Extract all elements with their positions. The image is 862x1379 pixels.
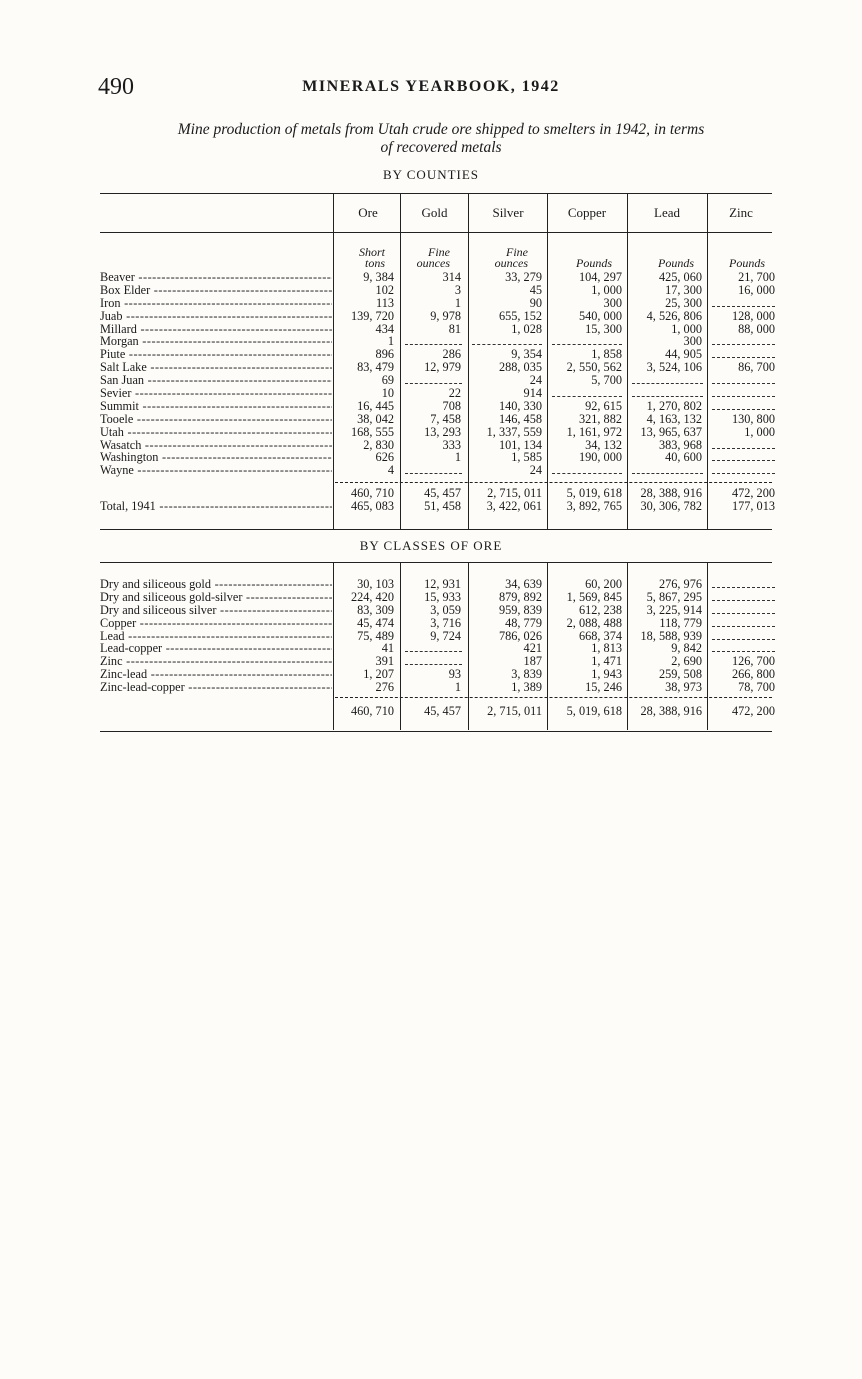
table-cell: 1, 161, 972 [566, 424, 622, 439]
table-row [100, 284, 776, 297]
table-row [100, 297, 776, 310]
unit-zinc: Pounds [729, 256, 765, 270]
table-cell: 83, 479 [357, 360, 394, 375]
row-label: Total, 1941 ----- [100, 500, 332, 513]
table-cell: 140, 330 [498, 398, 542, 413]
table-row [100, 617, 776, 630]
table-cell: 128, 000 [731, 308, 775, 323]
table-cell: 472, 200 [731, 704, 775, 718]
row-label: Zinc-lead-copper ----- [100, 681, 332, 694]
classes-top-rule [100, 562, 772, 563]
unit-lead: Pounds [658, 256, 694, 270]
table-cell: 276, 976 [658, 577, 702, 591]
table-cell: 472, 200 [731, 486, 775, 500]
empty-cell-dash [712, 600, 775, 601]
table-cell: 101, 134 [498, 437, 542, 452]
empty-cell-dash [712, 460, 775, 461]
table-cell: 4, 163, 132 [646, 411, 702, 426]
table-cell: 383, 968 [658, 437, 702, 452]
table-cell: 38, 042 [357, 411, 394, 426]
section-title-classes: BY CLASSES OF ORE [359, 538, 503, 553]
table-cell: 896 [375, 347, 394, 362]
table-cell: 266, 800 [731, 667, 775, 682]
table-cell: 146, 458 [498, 411, 542, 426]
table-cell: 1, 270, 802 [646, 398, 702, 413]
table-cell: 333 [442, 437, 461, 452]
empty-cell-dash [405, 383, 462, 384]
table-cell: 168, 555 [350, 424, 394, 439]
table-cell: 30, 103 [357, 577, 394, 591]
empty-cell-dash [712, 344, 775, 345]
table-row [100, 591, 776, 604]
table-caption [96, 121, 786, 157]
table-cell: 914 [523, 386, 542, 401]
table-cell: 22 [448, 386, 461, 401]
table-cell: 21, 700 [738, 270, 775, 284]
table-cell: 1 [387, 334, 394, 349]
table-cell: 7, 458 [430, 411, 461, 426]
table-cell: 1, 000 [591, 282, 622, 297]
table-cell: 34, 132 [585, 437, 622, 452]
table-cell: 3, 422, 061 [486, 498, 542, 513]
table-cell: 465, 083 [350, 498, 394, 513]
unit-gold [400, 247, 450, 269]
counties-totals [100, 487, 776, 513]
table-cell: 2, 830 [363, 437, 394, 452]
table-cell: 300 [683, 334, 702, 349]
table-cell: 33, 279 [505, 270, 542, 284]
table-cell: 300 [603, 295, 622, 310]
table-cell: 434 [375, 321, 394, 336]
empty-cell-dash [632, 396, 703, 397]
table-bottom-rule [100, 731, 772, 732]
table-cell: 3, 524, 106 [646, 360, 702, 375]
table-cell: 25, 300 [665, 295, 702, 310]
empty-cell-dash [712, 651, 775, 652]
row-label: Lead-copper ----- [100, 642, 332, 655]
empty-cell-dash [405, 664, 462, 665]
table-cell: 5, 019, 618 [566, 486, 622, 500]
section-separator-rule [100, 529, 772, 530]
table-cell: 3, 839 [511, 667, 542, 682]
table-cell: 5, 019, 618 [566, 704, 622, 718]
classes-subtotal-rule [335, 697, 772, 698]
table-cell: 187 [523, 654, 542, 669]
table-cell: 276 [375, 680, 394, 695]
empty-cell-dash [712, 409, 775, 410]
table-row [100, 705, 776, 718]
table-cell: 104, 297 [578, 270, 622, 284]
table-cell: 93 [448, 667, 461, 682]
empty-cell-dash [552, 396, 622, 397]
table-cell: 959, 839 [498, 602, 542, 617]
empty-cell-dash [712, 626, 775, 627]
table-cell: 130, 800 [731, 411, 775, 426]
row-label: Dry and siliceous silver ----- [100, 604, 332, 617]
empty-cell-dash [405, 651, 462, 652]
table-cell: 708 [442, 398, 461, 413]
counties-table [100, 271, 776, 477]
empty-cell-dash [712, 613, 775, 614]
section-title-counties: BY COUNTIES [382, 167, 480, 182]
table-cell: 38, 973 [665, 680, 702, 695]
table-row [100, 500, 776, 513]
row-label: San Juan ----- [100, 374, 332, 387]
table-cell: 612, 238 [578, 602, 622, 617]
empty-cell-dash [552, 473, 622, 474]
table-cell: 314 [442, 270, 461, 284]
table-cell: 3 [454, 282, 461, 297]
table-cell: 9, 724 [430, 628, 461, 643]
table-cell: 1 [454, 450, 461, 465]
row-label: Utah ----- [100, 426, 332, 439]
table-row [100, 451, 776, 464]
empty-cell-dash [712, 448, 775, 449]
table-cell: 15, 933 [424, 589, 461, 604]
empty-cell-dash [712, 639, 775, 640]
table-row [100, 387, 776, 400]
table-cell: 92, 615 [585, 398, 622, 413]
table-cell: 45, 474 [357, 615, 394, 630]
table-cell: 421 [523, 641, 542, 656]
table-cell: 34, 639 [505, 577, 542, 591]
table-cell: 45, 457 [424, 486, 461, 500]
table-cell: 30, 306, 782 [640, 498, 702, 513]
table-row [100, 681, 776, 694]
classes-table [100, 578, 776, 694]
table-row [100, 323, 776, 336]
row-label: Beaver ----- [100, 271, 332, 284]
row-label: Morgan ----- [100, 335, 332, 348]
table-row [100, 361, 776, 374]
table-row [100, 374, 776, 387]
row-label: Sevier ----- [100, 387, 332, 400]
table-cell: 75, 489 [357, 628, 394, 643]
table-cell: 48, 779 [505, 615, 542, 630]
row-label: Wasatch ----- [100, 439, 332, 452]
unit-ore-line2: tons [364, 256, 385, 270]
table-cell: 126, 700 [731, 654, 775, 669]
table-cell: 90 [529, 295, 542, 310]
unit-ore-line1: Short [358, 245, 385, 259]
table-cell: 12, 979 [424, 360, 461, 375]
column-header-ore: Ore [358, 205, 378, 220]
table-cell: 9, 978 [430, 308, 461, 323]
counties-subtotal-rule [335, 482, 772, 483]
table-cell: 1, 943 [591, 667, 622, 682]
table-cell: 321, 882 [578, 411, 622, 426]
table-cell: 86, 700 [738, 360, 775, 375]
unit-copper: Pounds [576, 256, 612, 270]
table-cell: 786, 026 [498, 628, 542, 643]
unit-ore [330, 247, 385, 269]
column-header-copper: Copper [567, 205, 607, 220]
table-cell: 460, 710 [350, 486, 394, 500]
header-top-rule [100, 193, 772, 194]
table-cell: 4 [387, 463, 394, 478]
table-cell: 1, 858 [591, 347, 622, 362]
table-cell: 9, 384 [363, 270, 394, 284]
row-label: Salt Lake ----- [100, 361, 332, 374]
empty-cell-dash [712, 396, 775, 397]
header-bottom-rule [100, 232, 772, 233]
table-cell: 5, 700 [591, 373, 622, 388]
table-cell: 16, 000 [738, 282, 775, 297]
table-row [100, 310, 776, 323]
row-label: Lead ----- [100, 630, 332, 643]
empty-cell-dash [712, 587, 775, 588]
unit-gold-line2: ounces [416, 256, 450, 270]
empty-cell-dash [632, 383, 703, 384]
table-cell: 288, 035 [498, 360, 542, 375]
table-cell: 40, 600 [665, 450, 702, 465]
empty-cell-dash [712, 306, 775, 307]
unit-silver-line1: Fine [506, 245, 528, 259]
page-number: 490 [98, 74, 134, 100]
row-label: Tooele ----- [100, 413, 332, 426]
empty-cell-dash [405, 473, 462, 474]
table-cell: 1, 813 [591, 641, 622, 656]
table-cell: 2, 715, 011 [487, 486, 542, 500]
table-cell: 81 [448, 321, 461, 336]
empty-cell-dash [712, 473, 775, 474]
table-cell: 24 [529, 373, 542, 388]
empty-cell-dash [405, 344, 462, 345]
column-header-silver: Silver [492, 205, 524, 220]
table-cell: 18, 588, 939 [640, 628, 702, 643]
table-cell: 668, 374 [578, 628, 622, 643]
table-cell: 1, 207 [363, 667, 394, 682]
caption-line-2: of recovered metals [380, 139, 502, 156]
table-cell: 78, 700 [738, 680, 775, 695]
table-cell: 259, 508 [658, 667, 702, 682]
table-cell: 45 [529, 282, 542, 297]
table-cell: 83, 309 [357, 602, 394, 617]
empty-cell-dash [712, 383, 775, 384]
column-header-gold: Gold [421, 205, 448, 220]
table-row [100, 400, 776, 413]
table-cell: 5, 867, 295 [646, 589, 702, 604]
table-row [100, 271, 776, 284]
table-cell: 28, 388, 916 [640, 486, 702, 500]
table-cell: 1 [454, 295, 461, 310]
table-cell: 3, 716 [430, 615, 461, 630]
row-label: Dry and siliceous gold-silver ----- [100, 591, 332, 604]
table-cell: 13, 293 [424, 424, 461, 439]
table-cell: 15, 300 [585, 321, 622, 336]
table-cell: 2, 715, 011 [487, 704, 542, 718]
row-label: Dry and siliceous gold ----- [100, 578, 332, 591]
row-label: Zinc-lead ----- [100, 668, 332, 681]
table-cell: 391 [375, 654, 394, 669]
table-cell: 28, 388, 916 [640, 704, 702, 718]
table-cell: 10 [381, 386, 394, 401]
classes-totals [100, 705, 776, 718]
row-label: Millard ----- [100, 323, 332, 336]
table-cell: 2, 088, 488 [566, 615, 622, 630]
caption-line-1: Mine production of metals from Utah crude ore shipped to smelters in 1942, in terms [177, 121, 705, 138]
column-header-lead: Lead [654, 205, 680, 220]
row-label: Piute ----- [100, 348, 332, 361]
table-cell: 12, 931 [424, 577, 461, 591]
table-cell: 16, 445 [357, 398, 394, 413]
table-cell: 425, 060 [658, 270, 702, 284]
table-cell: 9, 842 [671, 641, 702, 656]
table-cell: 1, 471 [591, 654, 622, 669]
table-row [100, 578, 776, 591]
table-cell: 1, 000 [671, 321, 702, 336]
row-label: Copper ----- [100, 617, 332, 630]
table-cell: 69 [381, 373, 394, 388]
table-cell: 1, 028 [511, 321, 542, 336]
running-head: MINERALS YEARBOOK, 1942 [302, 78, 560, 95]
table-row [100, 487, 776, 500]
table-cell: 3, 225, 914 [646, 602, 702, 617]
empty-cell-dash [552, 344, 622, 345]
table-row [100, 413, 776, 426]
table-cell: 3, 059 [430, 602, 461, 617]
table-cell: 1, 585 [511, 450, 542, 465]
row-label: Zinc ----- [100, 655, 332, 668]
table-cell: 1, 569, 845 [566, 589, 622, 604]
table-cell: 177, 013 [731, 498, 775, 513]
table-cell: 655, 152 [498, 308, 542, 323]
table-cell: 118, 779 [659, 615, 702, 630]
row-label: Juab ----- [100, 310, 332, 323]
table-cell: 286 [442, 347, 461, 362]
column-header-zinc: Zinc [729, 205, 753, 220]
row-label: Iron ----- [100, 297, 332, 310]
unit-silver-line2: ounces [494, 256, 528, 270]
table-cell: 1, 000 [744, 424, 775, 439]
unit-gold-line1: Fine [428, 245, 450, 259]
table-cell: 4, 526, 806 [646, 308, 702, 323]
table-row [100, 464, 776, 477]
table-cell: 17, 300 [665, 282, 702, 297]
empty-cell-dash [472, 344, 542, 345]
table-cell: 460, 710 [350, 704, 394, 718]
table-cell: 2, 550, 562 [566, 360, 622, 375]
row-label: Washington ----- [100, 451, 332, 464]
table-cell: 88, 000 [738, 321, 775, 336]
unit-silver [480, 247, 528, 269]
table-cell: 224, 420 [350, 589, 394, 604]
table-cell: 626 [375, 450, 394, 465]
table-cell: 2, 690 [671, 654, 702, 669]
table-cell: 540, 000 [578, 308, 622, 323]
row-label: Box Elder ----- [100, 284, 332, 297]
table-cell: 44, 905 [665, 347, 702, 362]
table-cell: 113 [376, 295, 394, 310]
table-cell: 102 [375, 282, 394, 297]
table-row [100, 426, 776, 439]
table-cell: 1 [454, 680, 461, 695]
table-cell: 15, 246 [585, 680, 622, 695]
table-cell: 190, 000 [578, 450, 622, 465]
table-cell: 9, 354 [511, 347, 542, 362]
table-cell: 139, 720 [350, 308, 394, 323]
table-cell: 13, 965, 637 [640, 424, 702, 439]
empty-cell-dash [712, 357, 775, 358]
row-label: Wayne ----- [100, 464, 332, 477]
table-cell: 41 [381, 641, 394, 656]
row-label: Summit ----- [100, 400, 332, 413]
empty-cell-dash [632, 473, 703, 474]
table-cell: 1, 337, 559 [486, 424, 542, 439]
table-cell: 51, 458 [424, 498, 461, 513]
table-cell: 1, 389 [511, 680, 542, 695]
table-cell: 3, 892, 765 [566, 498, 622, 513]
table-cell: 24 [529, 463, 542, 478]
table-cell: 60, 200 [585, 577, 622, 591]
table-cell: 879, 892 [498, 589, 542, 604]
table-row [100, 604, 776, 617]
table-cell: 45, 457 [424, 704, 461, 718]
